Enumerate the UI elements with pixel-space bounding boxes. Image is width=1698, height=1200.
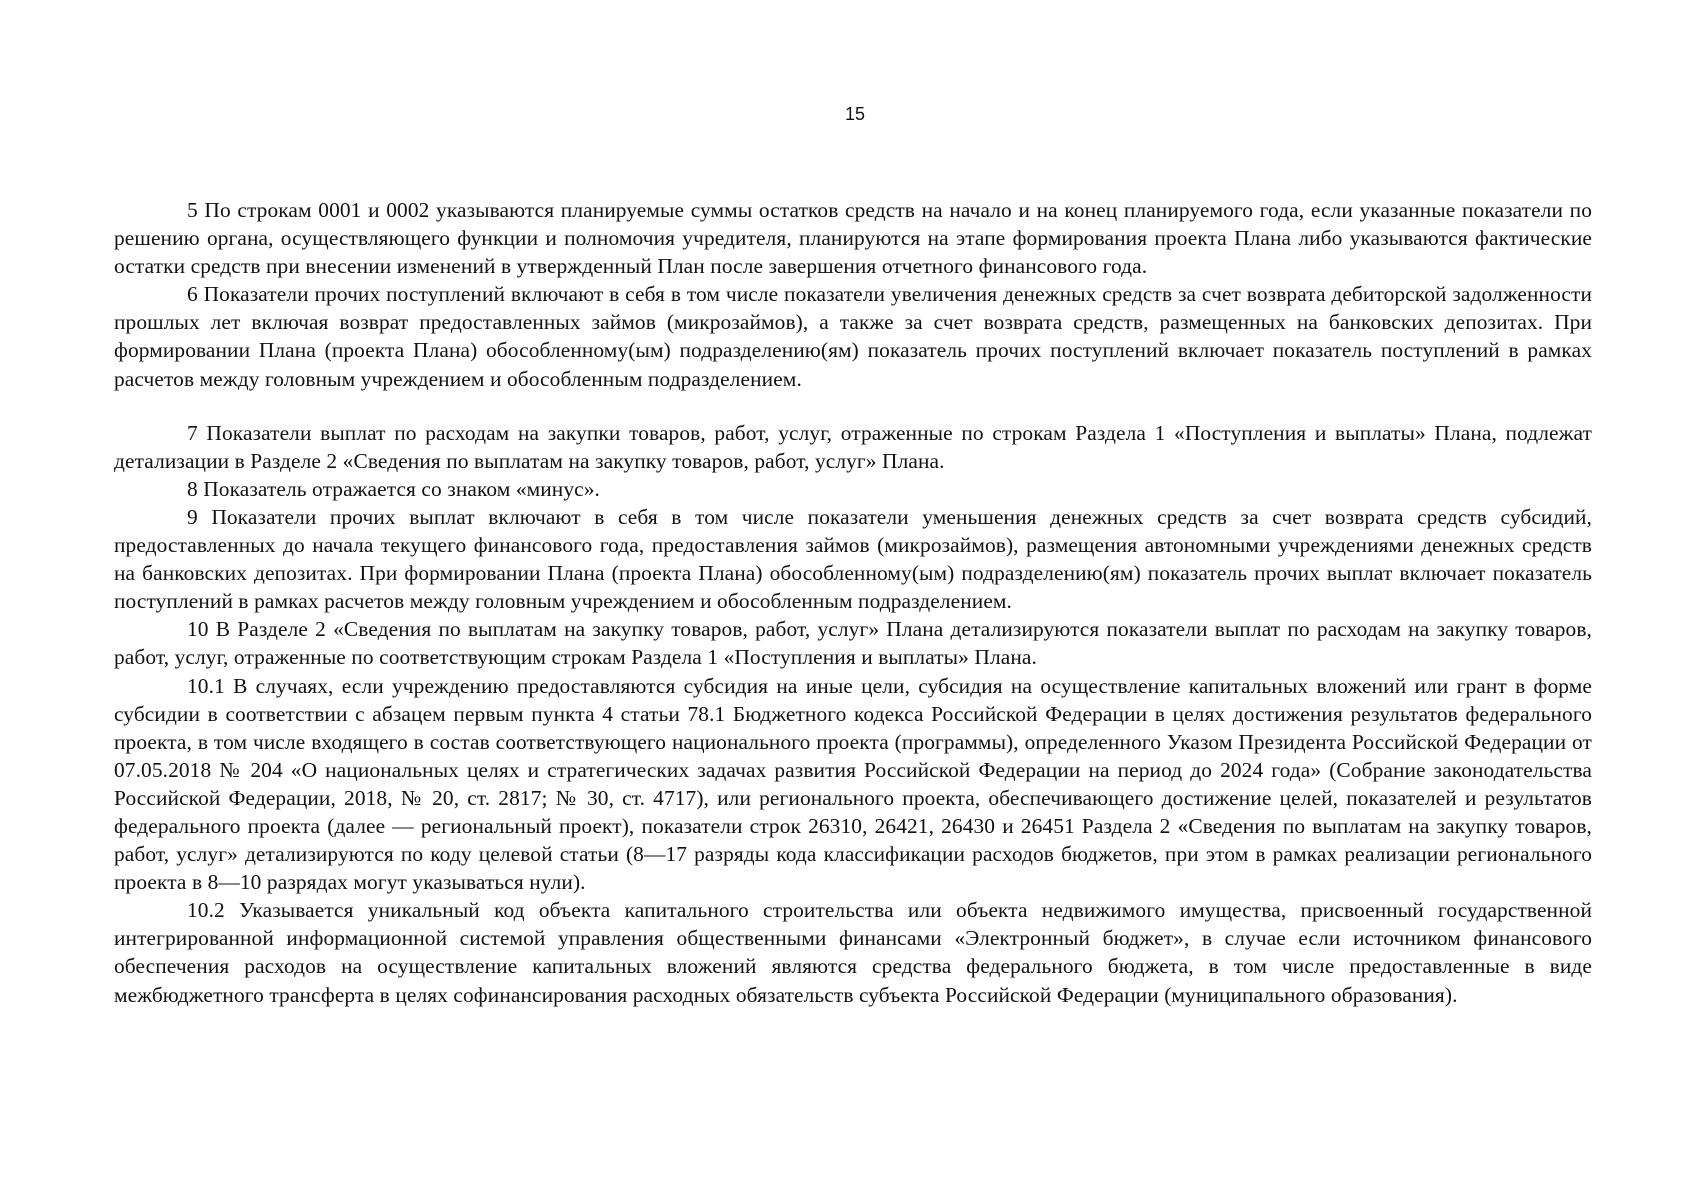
footnote-6: 6 Показатели прочих поступлений включают в себя в том числе показатели увеличения денежных средств за счет возврата дебиторской задолженности прошлых лет включая возврат предоставленных займов (микрозаймов), а также за счет возврата средств, размещенных на банковских депозитах. При формировании Плана (проекта Плана) обособленному(ым) подразделению(ям) показатель прочих поступлений включает показатель поступлений в рамках расчетов между головным учреждением и обособленным подразделением. [114,282,1592,391]
footnote-10-1: 10.1 В случаях, если учреждению предоставляются субсидия на иные цели, субсидия на осуществление капитальных вложений или грант в форме субсидии в соответствии с абзацем первым пункта 4 статьи 78.1 Бюджетного кодекса Российской Федерации в целях достижения результатов федерального проекта, в том числе входящего в состав соответствующего национального проекта (программы), определенного Указом Президента Российской Федерации от 07.05.2018 № 204 «О национальных целях и стратегических задачах развития Российской Федерации на период до 2024 года» (Собрание законодательства Российской Федерации, 2018, № 20, ст. 2817; № 30, ст. 4717), или регионального проекта, обеспечивающего достижение целей, показателей и результатов федерального проекта (далее — региональный проект), показатели строк 26310, 26421, 26430 и 26451 Раздела 2 «Сведения по выплатам на закупку товаров, работ, услуг» детализируются по коду целевой статьи (8—17 разряды кода классификации расходов бюджетов, при этом в рамках реализации регионального проекта в 8—10 разрядах могут указываться нули). [114,673,1592,895]
page-number: 15 [844,104,866,124]
footnote-9: 9 Показатели прочих выплат включают в себя в том числе показатели уменьшения денежных средств за счет возврата средств субсидий, предоставленных до начала текущего финансового года, предоставления займов (микрозаймов), размещения автономными учреждениями денежных средств на банковских депозитах. При формировании Плана (проекта Плана) обособленному(ым) подразделению(ям) показатель прочих выплат включает показатель поступлений в рамках расчетов между головным учреждением и обособленным подразделением. [114,504,1592,614]
footnotes-body [114,196,1592,1009]
footnote-10-2: 10.2 Указывается уникальный код объекта капитального строительства или объекта недвижимого имущества, присвоенный государственной интегрированной информационной системой управления общественными финансами «Электронный бюджет», в случае если источником финансового обеспечения расходов на осуществление капитальных вложений являются средства федерального бюджета, в том числе предоставленные в виде межбюджетного трансферта в целях софинансирования расходных обязательств субъекта Российской Федерации (муниципального образования). [114,898,1592,1007]
footnote-7: 7 Показатели выплат по расходам на закупки товаров, работ, услуг, отраженные по строкам Раздела 1 «Поступления и выплаты» Плана, подлежат детализации в Разделе 2 «Сведения по выплатам на закупку товаров, работ, услуг» Плана. [114,420,1592,473]
footnote-10: 10 В Разделе 2 «Сведения по выплатам на закупку товаров, работ, услуг» Плана детализируются показатели выплат по расходам на закупку товаров, работ, услуг, отраженные по соответствующим строкам Раздела 1 «Поступления и выплаты» Плана. [114,617,1592,670]
footnote-8: 8 Показатель отражается со знаком «минус». [187,476,600,501]
footnote-5: 5 По строкам 0001 и 0002 указываются планируемые суммы остатков средств на начало и на конец планируемого года, если указанные показатели по решению органа, осуществляющего функции и полномочия учредителя, планируются на этапе формирования проекта Плана либо указываются фактические остатки средств при внесении изменений в утвержденный План после завершения отчетного финансового года. [114,198,1592,279]
